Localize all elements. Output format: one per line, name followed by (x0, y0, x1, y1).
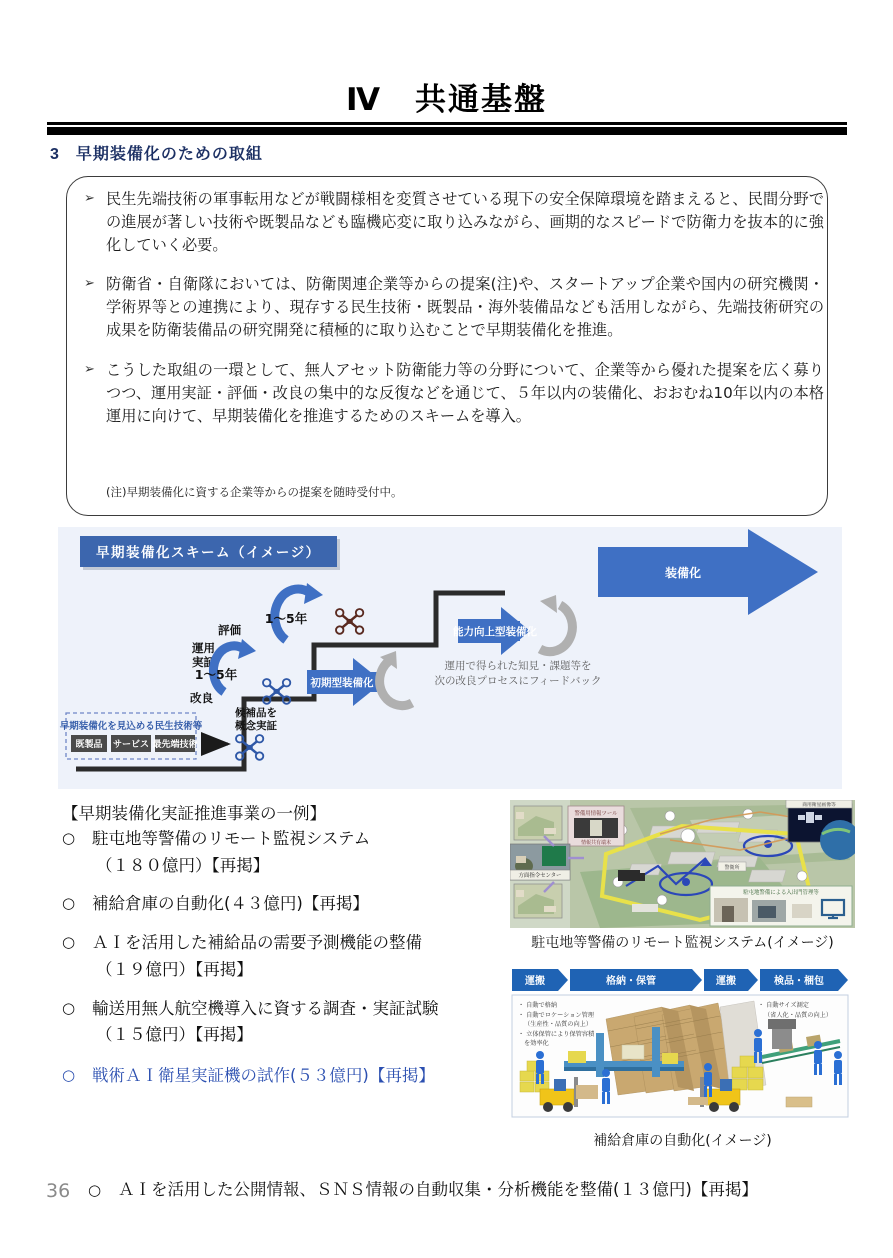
svg-text:検品・梱包: 検品・梱包 (774, 976, 824, 987)
cycle1-left-label-line1: 運用 (192, 641, 215, 655)
circle-bullet-icon: ○ (62, 933, 76, 952)
list-item-line2: （１９億円）【再掲】 (96, 959, 253, 979)
seed-chip-2: 最先端技術 (152, 740, 198, 750)
svg-text:運搬: 運搬 (716, 976, 736, 987)
list-item-line1: 輸送用無人航空機導入に資する調査・実証試験 (92, 998, 439, 1018)
cycle1-bottom-label: 改良 (190, 691, 213, 705)
svg-text:方面指令センター: 方面指令センター (518, 873, 562, 879)
arrow-initial-deployment (307, 658, 383, 706)
scheme-svg (58, 527, 842, 789)
bullet-item (84, 188, 824, 257)
feedback-loop-upper-head (540, 595, 557, 613)
divider-thick-line (47, 127, 847, 135)
bullet-item (84, 359, 824, 428)
drone-icon-upper (336, 609, 363, 634)
cycle1-duration: 1〜5年 (194, 667, 238, 682)
circle-bullet-icon: ○ (62, 894, 76, 913)
list-item-text (92, 891, 512, 918)
svg-text:格納・保管: 格納・保管 (606, 976, 656, 987)
svg-text:情報共有端末: 情報共有端末 (580, 840, 612, 846)
svg-text:・ 自動で格納: ・ 自動で格納 (518, 1002, 558, 1009)
bullet-list (84, 188, 824, 444)
seed-box-title: 早期装備化を見込める民生技術等 (59, 721, 203, 732)
list-item (62, 891, 512, 918)
list-item-text (92, 1063, 512, 1090)
figure1-map-inset-bottom (514, 884, 562, 918)
title-divider (47, 122, 847, 135)
list-item-text (92, 826, 512, 879)
arrow-final-deployment (598, 529, 818, 615)
section-heading (50, 141, 263, 164)
seed-box (60, 713, 203, 759)
bullet-item (84, 273, 824, 342)
bullet-arrow-icon: ➢ (84, 191, 95, 206)
list-item-line1: 駐屯地等警備のリモート監視システム (92, 829, 371, 848)
section-title: 早期装備化のための取組 (75, 146, 263, 163)
list-item-highlighted (62, 1063, 512, 1090)
list-item (62, 930, 512, 983)
scheme-diagram (58, 527, 842, 789)
cycle2-arrow-head (304, 583, 323, 604)
figure1-tool-inset (568, 806, 624, 846)
arrow-capability-upgrade-label: 能力向上型装備化 (453, 626, 537, 638)
figure1-gate-inset (710, 886, 852, 926)
arrow-initial-label: 初期型装備化 (310, 677, 374, 689)
figure1-map-inset-top (514, 806, 562, 840)
section-number: 3 (50, 146, 60, 163)
svg-text:（生産性・品質の向上）: （生産性・品質の向上） (524, 1021, 593, 1028)
circle-bullet-icon: ○ (62, 1066, 76, 1085)
figure1-command-center-inset (510, 844, 570, 880)
poc-label-line2: 概念実証 (235, 720, 277, 732)
svg-text:商用衛星画像等: 商用衛星画像等 (802, 803, 836, 808)
circle-bullet-icon: ○ (62, 829, 76, 847)
bullet-arrow-icon: ➢ (84, 276, 95, 292)
examples-list (62, 826, 512, 1097)
figure-caption-remote-surveillance: 駐屯地等警備のリモート監視システム(イメージ) (531, 935, 834, 951)
svg-text:を効率化: を効率化 (524, 1040, 549, 1047)
feedback-caption-line2: 次の改良プロセスにフィードバック (434, 675, 602, 687)
bullet-text: 防衛省・自衛隊においては、防衛関連企業等からの提案(注)や、スタートアップ企業や国内の研究機関・学術界等との連携により、現存する民生技術・既製品・海外装備品なども活用しながら、先端技術研究の成果を防衛装備品の研究開発に積極的に取り込むことで早期装備化を推進。 (106, 275, 824, 340)
bullet-text: 民生先端技術の軍事転用などが戦闘様相を変質させている現下の安全保障環境を踏まえると、民間分野での進展が著しい技術や既製品なども臨機応変に取り込みながら、画期的なスピードで防衛力を抜本的に強化していく必要。 (106, 190, 824, 255)
list-item-line1: 戦術ＡＩ衛星実証機の試作(５３億円)【再掲】 (92, 1066, 435, 1086)
list-item-text (92, 996, 512, 1049)
seed-chip-1: サービス (112, 740, 150, 750)
list-item-line2: （１８０億円）【再掲】 (96, 855, 270, 875)
drone-icon-base (236, 735, 263, 760)
seed-chip-0: 既製品 (75, 740, 103, 750)
list-item (62, 996, 512, 1049)
svg-text:運搬: 運搬 (525, 976, 545, 987)
arrow-capability-upgrade (453, 607, 537, 655)
circle-bullet-icon: ○ (88, 1181, 102, 1199)
bullet-text: こうした取組の一環として、無人アセット防衛能力等の分野について、企業等から優れた提案を広く募りつつ、運用実証・評価・改良の集中的な反復などを通じて、５年以内の装備化、おおむね10年以内の本格運用に向けて、早期装備化を推進するためのスキームを導入。 (106, 360, 824, 425)
list-item-line2: （１５億円）【再掲】 (96, 1025, 253, 1045)
cycle1-top-label: 評価 (218, 623, 241, 637)
list-item-line1: 補給倉庫の自動化(４３億円)【再掲】 (92, 894, 369, 914)
cycle1-arrow-head (238, 639, 256, 659)
list-item-text: ＡＩを活用した公開情報、ＳＮＳ情報の自動収集・分析機能を整備(１３億円)【再掲】 (118, 1180, 758, 1199)
cycle2-duration: 1〜5年 (264, 611, 308, 626)
svg-text:・ 自動でロケーション管理: ・ 自動でロケーション管理 (518, 1012, 594, 1019)
circle-bullet-icon: ○ (62, 998, 76, 1017)
page-title: Ⅳ 共通基盤 (345, 82, 548, 118)
figure1-guard-post-label (718, 862, 746, 871)
svg-text:（省人化・品質の向上）: （省人化・品質の向上） (764, 1012, 833, 1019)
page-number: 36 (46, 1180, 71, 1202)
arrow-final-label: 装備化 (664, 566, 702, 580)
feedback-caption-line1: 運用で得られた知見・課題等を (444, 660, 592, 672)
figure-warehouse-automation (510, 967, 855, 1122)
list-item (62, 826, 512, 879)
svg-text:駐屯地警備による入出門管理等: 駐屯地警備による入出門管理等 (743, 890, 819, 896)
figure-remote-surveillance (510, 800, 855, 928)
figure-caption-warehouse-automation: 補給倉庫の自動化(イメージ) (593, 1133, 772, 1149)
list-item-line1: ＡＩを活用した補給品の需要予測機能の整備 (92, 933, 422, 953)
poc-label-line1: 候補品を (235, 707, 277, 719)
examples-heading: 【早期装備化実証推進事業の一例】 (62, 804, 326, 823)
bullet-arrow-icon: ➢ (84, 361, 95, 377)
svg-text:警備用情報ツール: 警備用情報ツール (574, 811, 618, 817)
cycle1-left-label-line2: 実証 (192, 655, 215, 669)
list-item-last (88, 1176, 758, 1200)
footnote: (注)早期装備化に資する企業等からの提案を随時受付中。 (106, 485, 403, 499)
list-item-text (92, 930, 512, 983)
svg-text:・ 立体保管により保管容積: ・ 立体保管により保管容積 (518, 1031, 595, 1038)
scheme-title: 早期装備化スキーム（イメージ） (80, 536, 337, 567)
svg-text:警衛所: 警衛所 (724, 865, 740, 871)
svg-text:・ 自動サイズ測定: ・ 自動サイズ測定 (758, 1002, 809, 1009)
